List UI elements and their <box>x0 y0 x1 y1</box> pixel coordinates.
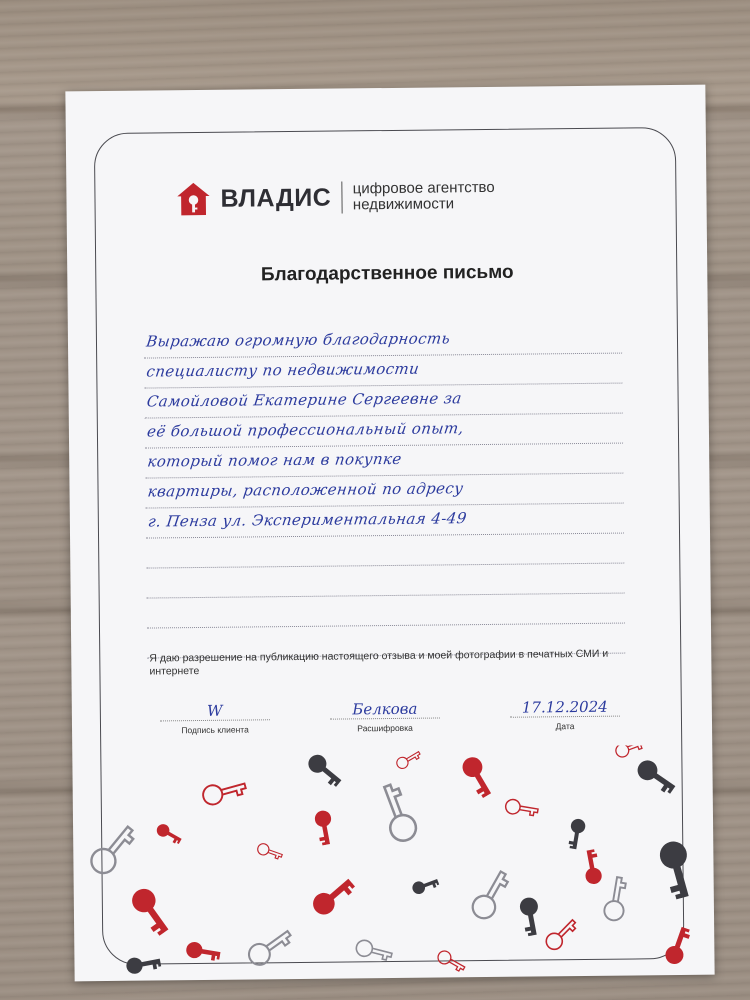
brand-divider <box>341 181 343 213</box>
text-line: Выражаю огромную благодарность <box>144 324 626 359</box>
key-icon <box>436 948 468 974</box>
text-line: Самойловой Екатерине Сергеевне за <box>145 384 627 419</box>
key-icon <box>657 838 698 900</box>
key-icon <box>411 875 441 896</box>
consent-text: Я даю разрешение на публикацию настоящего отзыва и моей фотографии в печатных СМИ и интернете <box>149 647 609 678</box>
key-icon <box>395 748 423 771</box>
key-icon <box>308 873 357 919</box>
key-icon <box>602 876 629 922</box>
key-icon <box>663 925 693 967</box>
page-title: Благодарственное письмо <box>260 261 514 286</box>
brand-logo <box>174 176 553 218</box>
key-icon <box>154 822 184 847</box>
key-icon <box>125 953 162 975</box>
key-icon <box>614 745 646 759</box>
date-label: Дата <box>555 721 575 732</box>
key-icon <box>634 756 680 797</box>
client-signature-label: Подпись клиента <box>181 724 249 736</box>
text-line: квартиры, расположенной по адресу <box>146 474 628 509</box>
key-icon <box>305 751 346 790</box>
decode-value: Белкова <box>330 687 440 719</box>
letter-sheet <box>65 85 714 982</box>
decode-field <box>330 687 440 733</box>
key-icon <box>504 798 539 818</box>
key-icon <box>354 938 393 963</box>
decode-label: Расшифровка <box>357 722 413 734</box>
key-icon <box>581 849 603 886</box>
brand-name: ВЛАДИС <box>220 183 332 213</box>
key-icon <box>314 809 336 846</box>
handwritten-text-block <box>146 324 627 659</box>
key-icon <box>468 867 513 922</box>
text-line: который помог нам в покупке <box>145 444 627 479</box>
key-icon <box>185 940 222 962</box>
client-signature <box>160 689 270 735</box>
text-line: её большой профессиональный опыт, <box>145 414 627 449</box>
brand-tagline: цифровое агентство недвижимости <box>352 178 495 214</box>
decorative-keys-pattern <box>72 745 714 982</box>
key-icon <box>518 896 543 937</box>
key-icon <box>201 777 248 807</box>
house-key-icon <box>174 180 212 218</box>
key-icon <box>86 821 140 878</box>
signature-row <box>150 685 631 750</box>
key-icon <box>256 842 284 861</box>
text-line: специалисту по недвижимости <box>144 354 626 389</box>
date-field <box>510 686 620 732</box>
key-icon <box>459 753 498 799</box>
key-icon <box>543 916 580 953</box>
key-icon <box>375 781 419 844</box>
key-icon <box>127 884 175 938</box>
client-signature-value: W <box>160 689 270 721</box>
key-icon <box>245 925 296 969</box>
text-line: г. Пенза ул. Экспериментальная 4-49 <box>146 504 628 539</box>
date-value: 17.12.2024 <box>510 686 620 718</box>
key-icon <box>567 818 587 851</box>
